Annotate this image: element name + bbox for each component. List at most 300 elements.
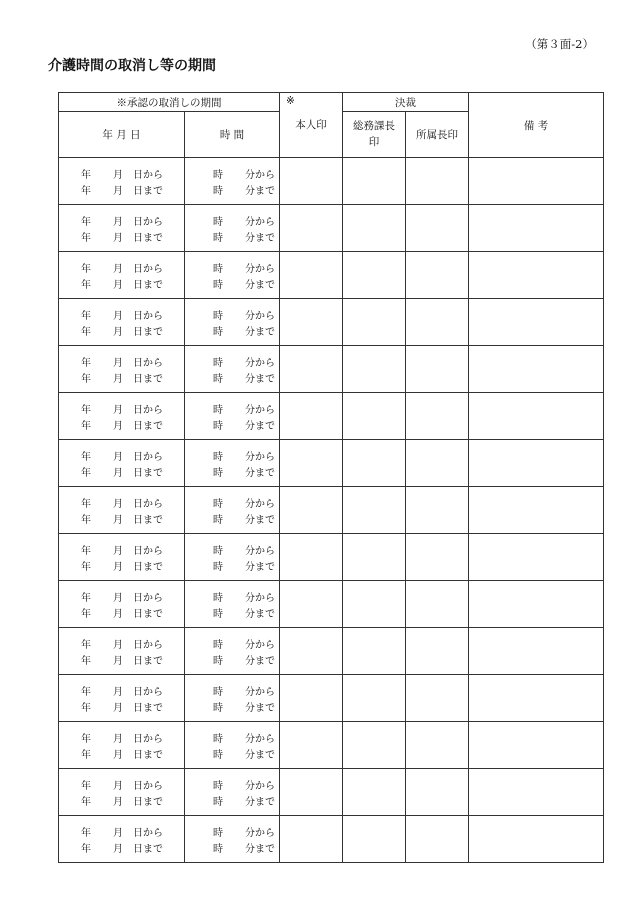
date-part-label: 月 bbox=[113, 514, 123, 526]
date-to-line bbox=[59, 228, 184, 244]
time-part-label: 分から bbox=[245, 498, 275, 510]
date-part-label: 月 bbox=[113, 310, 123, 322]
date-part-label: 月 bbox=[113, 545, 123, 557]
time-part-label: 時 bbox=[213, 545, 223, 557]
time-from-line bbox=[185, 400, 279, 416]
time-cell[interactable] bbox=[185, 299, 280, 346]
time-to-line bbox=[185, 604, 279, 620]
table-row bbox=[59, 628, 604, 675]
table-row bbox=[59, 769, 604, 816]
time-part-label: 時 bbox=[213, 216, 223, 228]
self-seal-cell[interactable] bbox=[280, 722, 343, 769]
time-cell[interactable] bbox=[185, 722, 280, 769]
date-part-label: 日から bbox=[133, 827, 163, 839]
time-part-label: 分まで bbox=[245, 514, 275, 526]
general-affairs-chief-seal-cell[interactable] bbox=[343, 346, 406, 393]
date-part-label: 年 bbox=[81, 608, 91, 620]
date-part-label: 月 bbox=[113, 279, 123, 291]
page-number: （第３面-2） bbox=[525, 37, 594, 51]
time-cell[interactable] bbox=[185, 252, 280, 299]
remarks-cell[interactable] bbox=[469, 722, 604, 769]
date-to-line bbox=[59, 651, 184, 667]
time-to-line bbox=[185, 557, 279, 573]
time-from-line bbox=[185, 729, 279, 745]
date-part-label: 日から bbox=[133, 639, 163, 651]
self-seal-cell[interactable] bbox=[280, 440, 343, 487]
remarks-cell[interactable] bbox=[469, 581, 604, 628]
time-part-label: 時 bbox=[213, 357, 223, 369]
table-row bbox=[59, 816, 604, 863]
table-row bbox=[59, 675, 604, 722]
date-to-line bbox=[59, 369, 184, 385]
date-part-label: 日から bbox=[133, 545, 163, 557]
document-title: 介護時間の取消し等の期間 bbox=[48, 58, 216, 74]
time-part-label: 分から bbox=[245, 592, 275, 604]
date-part-label: 月 bbox=[113, 357, 123, 369]
time-part-label: 時 bbox=[213, 279, 223, 291]
time-part-label: 分から bbox=[245, 639, 275, 651]
date-part-label: 年 bbox=[81, 827, 91, 839]
date-part-label: 年 bbox=[81, 451, 91, 463]
date-from-line bbox=[59, 682, 184, 698]
date-part-label: 日から bbox=[133, 404, 163, 416]
remarks-cell[interactable] bbox=[469, 628, 604, 675]
time-from-line bbox=[185, 353, 279, 369]
time-cell[interactable] bbox=[185, 158, 280, 205]
table-row bbox=[59, 534, 604, 581]
time-part-label: 分まで bbox=[245, 232, 275, 244]
date-from-line bbox=[59, 212, 184, 228]
date-cell[interactable] bbox=[59, 158, 185, 205]
time-to-line bbox=[185, 416, 279, 432]
general-affairs-chief-seal-cell[interactable] bbox=[343, 158, 406, 205]
time-part-label: 分から bbox=[245, 404, 275, 416]
time-part-label: 時 bbox=[213, 420, 223, 432]
date-part-label: 日から bbox=[133, 451, 163, 463]
date-part-label: 年 bbox=[81, 498, 91, 510]
time-cell[interactable] bbox=[185, 675, 280, 722]
time-part-label: 分から bbox=[245, 216, 275, 228]
date-from-line bbox=[59, 776, 184, 792]
time-part-label: 時 bbox=[213, 639, 223, 651]
time-part-label: 時 bbox=[213, 404, 223, 416]
time-to-line bbox=[185, 792, 279, 808]
date-cell[interactable] bbox=[59, 628, 185, 675]
time-part-label: 分から bbox=[245, 263, 275, 275]
date-part-label: 月 bbox=[113, 608, 123, 620]
time-from-line bbox=[185, 588, 279, 604]
time-part-label: 分から bbox=[245, 357, 275, 369]
date-part-label: 年 bbox=[81, 232, 91, 244]
date-to-line bbox=[59, 275, 184, 291]
date-part-label: 年 bbox=[81, 749, 91, 761]
time-part-label: 時 bbox=[213, 733, 223, 745]
date-from-line bbox=[59, 823, 184, 839]
time-part-label: 時 bbox=[213, 655, 223, 667]
date-part-label: 年 bbox=[81, 373, 91, 385]
date-part-label: 年 bbox=[81, 702, 91, 714]
remarks-header: 備 考 bbox=[469, 93, 604, 158]
date-part-label: 日から bbox=[133, 733, 163, 745]
date-part-label: 年 bbox=[81, 404, 91, 416]
time-to-line bbox=[185, 369, 279, 385]
date-part-label: 日から bbox=[133, 169, 163, 181]
general-affairs-chief-seal-cell[interactable] bbox=[343, 722, 406, 769]
remarks-cell[interactable] bbox=[469, 393, 604, 440]
general-affairs-chief-seal-cell[interactable] bbox=[343, 534, 406, 581]
table-row bbox=[59, 440, 604, 487]
time-from-line bbox=[185, 776, 279, 792]
date-cell[interactable] bbox=[59, 769, 185, 816]
office-chief-seal-cell[interactable] bbox=[406, 205, 469, 252]
office-chief-seal-cell[interactable] bbox=[406, 769, 469, 816]
date-part-label: 月 bbox=[113, 185, 123, 197]
date-from-line bbox=[59, 588, 184, 604]
date-part-label: 月 bbox=[113, 467, 123, 479]
time-part-label: 分から bbox=[245, 733, 275, 745]
date-part-label: 年 bbox=[81, 545, 91, 557]
decision-header: 決裁 bbox=[343, 93, 469, 112]
approval-period-header: ※承認の取消しの期間 bbox=[59, 93, 280, 112]
time-part-label: 分から bbox=[245, 780, 275, 792]
remarks-cell[interactable] bbox=[469, 299, 604, 346]
date-part-label: 年 bbox=[81, 780, 91, 792]
time-cell[interactable] bbox=[185, 769, 280, 816]
date-part-label: 月 bbox=[113, 404, 123, 416]
remarks-cell[interactable] bbox=[469, 769, 604, 816]
time-part-label: 分から bbox=[245, 169, 275, 181]
time-part-label: 分まで bbox=[245, 279, 275, 291]
date-part-label: 年 bbox=[81, 263, 91, 275]
date-to-line bbox=[59, 792, 184, 808]
time-to-line bbox=[185, 698, 279, 714]
time-cell[interactable] bbox=[185, 487, 280, 534]
date-part-label: 年 bbox=[81, 639, 91, 651]
date-part-label: 月 bbox=[113, 420, 123, 432]
date-part-label: 日まで bbox=[133, 608, 163, 620]
time-part-label: 時 bbox=[213, 561, 223, 573]
date-from-line bbox=[59, 259, 184, 275]
date-part-label: 年 bbox=[81, 279, 91, 291]
date-part-label: 日まで bbox=[133, 796, 163, 808]
date-part-label: 日まで bbox=[133, 467, 163, 479]
date-part-label: 年 bbox=[81, 592, 91, 604]
office-chief-seal-cell[interactable] bbox=[406, 816, 469, 863]
date-cell[interactable] bbox=[59, 675, 185, 722]
date-part-label: 日まで bbox=[133, 655, 163, 667]
office-chief-seal-cell[interactable] bbox=[406, 534, 469, 581]
time-cell[interactable] bbox=[185, 440, 280, 487]
time-part-label: 時 bbox=[213, 843, 223, 855]
self-seal-cell[interactable] bbox=[280, 581, 343, 628]
date-part-label: 月 bbox=[113, 843, 123, 855]
date-header: 年 月 日 bbox=[59, 112, 185, 158]
remarks-cell[interactable] bbox=[469, 158, 604, 205]
time-part-label: 時 bbox=[213, 686, 223, 698]
time-part-label: 時 bbox=[213, 263, 223, 275]
date-part-label: 月 bbox=[113, 749, 123, 761]
remarks-cell[interactable] bbox=[469, 252, 604, 299]
asterisk-mark: ※ bbox=[286, 94, 295, 107]
table-body bbox=[59, 93, 604, 863]
time-part-label: 時 bbox=[213, 451, 223, 463]
date-from-line bbox=[59, 494, 184, 510]
time-part-label: 時 bbox=[213, 749, 223, 761]
time-part-label: 時 bbox=[213, 780, 223, 792]
office-chief-seal-cell[interactable] bbox=[406, 299, 469, 346]
date-to-line bbox=[59, 604, 184, 620]
table-row bbox=[59, 252, 604, 299]
time-part-label: 時 bbox=[213, 373, 223, 385]
time-part-label: 時 bbox=[213, 169, 223, 181]
date-part-label: 年 bbox=[81, 561, 91, 573]
date-cell[interactable] bbox=[59, 299, 185, 346]
time-to-line bbox=[185, 228, 279, 244]
time-part-label: 分まで bbox=[245, 326, 275, 338]
time-part-label: 時 bbox=[213, 467, 223, 479]
time-part-label: 時 bbox=[213, 232, 223, 244]
time-from-line bbox=[185, 494, 279, 510]
time-cell[interactable] bbox=[185, 628, 280, 675]
date-part-label: 月 bbox=[113, 686, 123, 698]
date-part-label: 月 bbox=[113, 796, 123, 808]
time-part-label: 分まで bbox=[245, 702, 275, 714]
time-cell[interactable] bbox=[185, 534, 280, 581]
time-part-label: 分から bbox=[245, 827, 275, 839]
date-from-line bbox=[59, 400, 184, 416]
general-affairs-chief-seal-cell[interactable] bbox=[343, 487, 406, 534]
office-chief-seal-cell[interactable] bbox=[406, 393, 469, 440]
date-cell[interactable] bbox=[59, 534, 185, 581]
date-part-label: 年 bbox=[81, 420, 91, 432]
time-part-label: 分まで bbox=[245, 373, 275, 385]
time-to-line bbox=[185, 745, 279, 761]
general-affairs-chief-seal-cell[interactable] bbox=[343, 252, 406, 299]
date-cell[interactable] bbox=[59, 205, 185, 252]
time-to-line bbox=[185, 651, 279, 667]
time-part-label: 時 bbox=[213, 514, 223, 526]
remarks-cell[interactable] bbox=[469, 534, 604, 581]
date-part-label: 年 bbox=[81, 357, 91, 369]
date-part-label: 日まで bbox=[133, 420, 163, 432]
time-part-label: 時 bbox=[213, 702, 223, 714]
date-part-label: 月 bbox=[113, 561, 123, 573]
date-part-label: 月 bbox=[113, 451, 123, 463]
time-to-line bbox=[185, 275, 279, 291]
date-part-label: 日まで bbox=[133, 843, 163, 855]
time-from-line bbox=[185, 635, 279, 651]
date-part-label: 年 bbox=[81, 310, 91, 322]
date-part-label: 月 bbox=[113, 373, 123, 385]
time-to-line bbox=[185, 463, 279, 479]
date-cell[interactable] bbox=[59, 440, 185, 487]
date-cell[interactable] bbox=[59, 393, 185, 440]
date-to-line bbox=[59, 698, 184, 714]
remarks-cell[interactable] bbox=[469, 487, 604, 534]
date-part-label: 月 bbox=[113, 232, 123, 244]
date-part-label: 月 bbox=[113, 216, 123, 228]
date-part-label: 日から bbox=[133, 263, 163, 275]
time-cell[interactable] bbox=[185, 581, 280, 628]
date-part-label: 日まで bbox=[133, 232, 163, 244]
period-table bbox=[58, 92, 604, 863]
time-part-label: 時 bbox=[213, 827, 223, 839]
time-part-label: 分まで bbox=[245, 561, 275, 573]
time-to-line bbox=[185, 181, 279, 197]
date-cell[interactable] bbox=[59, 722, 185, 769]
self-seal-cell[interactable] bbox=[280, 346, 343, 393]
time-from-line bbox=[185, 541, 279, 557]
time-cell[interactable] bbox=[185, 346, 280, 393]
date-from-line bbox=[59, 353, 184, 369]
self-seal-cell[interactable] bbox=[280, 393, 343, 440]
date-part-label: 月 bbox=[113, 326, 123, 338]
date-from-line bbox=[59, 729, 184, 745]
office-chief-seal-cell[interactable] bbox=[406, 675, 469, 722]
date-part-label: 月 bbox=[113, 263, 123, 275]
general-affairs-chief-seal-cell[interactable] bbox=[343, 440, 406, 487]
time-part-label: 時 bbox=[213, 310, 223, 322]
time-part-label: 分まで bbox=[245, 749, 275, 761]
date-part-label: 年 bbox=[81, 467, 91, 479]
date-part-label: 日から bbox=[133, 780, 163, 792]
date-part-label: 日まで bbox=[133, 561, 163, 573]
time-part-label: 分から bbox=[245, 310, 275, 322]
self-seal-cell[interactable] bbox=[280, 158, 343, 205]
office-chief-seal-cell[interactable] bbox=[406, 487, 469, 534]
date-part-label: 日から bbox=[133, 216, 163, 228]
self-seal-cell[interactable] bbox=[280, 252, 343, 299]
time-cell[interactable] bbox=[185, 816, 280, 863]
date-part-label: 日まで bbox=[133, 185, 163, 197]
date-to-line bbox=[59, 839, 184, 855]
remarks-cell[interactable] bbox=[469, 675, 604, 722]
table-row bbox=[59, 581, 604, 628]
date-part-label: 日から bbox=[133, 498, 163, 510]
date-part-label: 日から bbox=[133, 357, 163, 369]
remarks-cell[interactable] bbox=[469, 440, 604, 487]
office-chief-seal-cell[interactable] bbox=[406, 581, 469, 628]
time-to-line bbox=[185, 510, 279, 526]
self-seal-cell[interactable] bbox=[280, 769, 343, 816]
date-part-label: 日まで bbox=[133, 326, 163, 338]
table-row bbox=[59, 346, 604, 393]
date-to-line bbox=[59, 510, 184, 526]
date-cell[interactable] bbox=[59, 252, 185, 299]
table-row bbox=[59, 722, 604, 769]
table-row bbox=[59, 299, 604, 346]
remarks-cell[interactable] bbox=[469, 205, 604, 252]
table-row bbox=[59, 487, 604, 534]
self-seal-header bbox=[280, 93, 343, 158]
self-seal-cell[interactable] bbox=[280, 816, 343, 863]
self-seal-label: 本人印 bbox=[295, 118, 327, 131]
self-seal-cell[interactable] bbox=[280, 487, 343, 534]
general-affairs-chief-seal-cell[interactable] bbox=[343, 393, 406, 440]
date-part-label: 月 bbox=[113, 592, 123, 604]
date-cell[interactable] bbox=[59, 487, 185, 534]
time-part-label: 分まで bbox=[245, 655, 275, 667]
time-to-line bbox=[185, 322, 279, 338]
time-part-label: 分まで bbox=[245, 796, 275, 808]
self-seal-cell[interactable] bbox=[280, 299, 343, 346]
time-cell[interactable] bbox=[185, 393, 280, 440]
time-part-label: 分まで bbox=[245, 843, 275, 855]
date-part-label: 日から bbox=[133, 310, 163, 322]
time-from-line bbox=[185, 212, 279, 228]
office-chief-seal-cell[interactable] bbox=[406, 722, 469, 769]
time-part-label: 分から bbox=[245, 545, 275, 557]
general-affairs-chief-seal-header: 総務課長印 bbox=[343, 112, 406, 158]
self-seal-cell[interactable] bbox=[280, 205, 343, 252]
time-cell[interactable] bbox=[185, 205, 280, 252]
date-part-label: 月 bbox=[113, 780, 123, 792]
time-header: 時 間 bbox=[185, 112, 280, 158]
date-part-label: 月 bbox=[113, 702, 123, 714]
date-from-line bbox=[59, 447, 184, 463]
date-cell[interactable] bbox=[59, 816, 185, 863]
time-part-label: 時 bbox=[213, 326, 223, 338]
general-affairs-chief-seal-cell[interactable] bbox=[343, 769, 406, 816]
date-part-label: 年 bbox=[81, 169, 91, 181]
general-affairs-chief-seal-cell[interactable] bbox=[343, 299, 406, 346]
date-part-label: 日まで bbox=[133, 373, 163, 385]
general-affairs-chief-seal-cell[interactable] bbox=[343, 628, 406, 675]
table-row bbox=[59, 205, 604, 252]
date-part-label: 月 bbox=[113, 169, 123, 181]
date-to-line bbox=[59, 322, 184, 338]
time-part-label: 分まで bbox=[245, 185, 275, 197]
date-part-label: 年 bbox=[81, 796, 91, 808]
general-affairs-chief-seal-cell[interactable] bbox=[343, 816, 406, 863]
office-chief-seal-cell[interactable] bbox=[406, 628, 469, 675]
general-affairs-chief-seal-cell[interactable] bbox=[343, 675, 406, 722]
remarks-cell[interactable] bbox=[469, 816, 604, 863]
date-to-line bbox=[59, 463, 184, 479]
office-chief-seal-cell[interactable] bbox=[406, 252, 469, 299]
self-seal-cell[interactable] bbox=[280, 675, 343, 722]
office-chief-seal-cell[interactable] bbox=[406, 346, 469, 393]
office-chief-seal-header: 所属長印 bbox=[406, 112, 469, 158]
date-part-label: 年 bbox=[81, 185, 91, 197]
time-to-line bbox=[185, 839, 279, 855]
time-part-label: 分まで bbox=[245, 467, 275, 479]
date-from-line bbox=[59, 541, 184, 557]
date-cell[interactable] bbox=[59, 346, 185, 393]
office-chief-seal-cell[interactable] bbox=[406, 440, 469, 487]
time-from-line bbox=[185, 306, 279, 322]
remarks-cell[interactable] bbox=[469, 346, 604, 393]
general-affairs-chief-seal-cell[interactable] bbox=[343, 581, 406, 628]
date-part-label: 月 bbox=[113, 827, 123, 839]
date-part-label: 日から bbox=[133, 592, 163, 604]
date-part-label: 年 bbox=[81, 843, 91, 855]
date-part-label: 年 bbox=[81, 326, 91, 338]
time-part-label: 分まで bbox=[245, 608, 275, 620]
date-part-label: 月 bbox=[113, 655, 123, 667]
table-row bbox=[59, 158, 604, 205]
self-seal-cell[interactable] bbox=[280, 628, 343, 675]
date-part-label: 年 bbox=[81, 733, 91, 745]
general-affairs-chief-seal-cell[interactable] bbox=[343, 205, 406, 252]
self-seal-cell[interactable] bbox=[280, 534, 343, 581]
date-cell[interactable] bbox=[59, 581, 185, 628]
office-chief-seal-cell[interactable] bbox=[406, 158, 469, 205]
date-part-label: 日まで bbox=[133, 514, 163, 526]
date-part-label: 月 bbox=[113, 498, 123, 510]
time-part-label: 分から bbox=[245, 451, 275, 463]
date-to-line bbox=[59, 557, 184, 573]
